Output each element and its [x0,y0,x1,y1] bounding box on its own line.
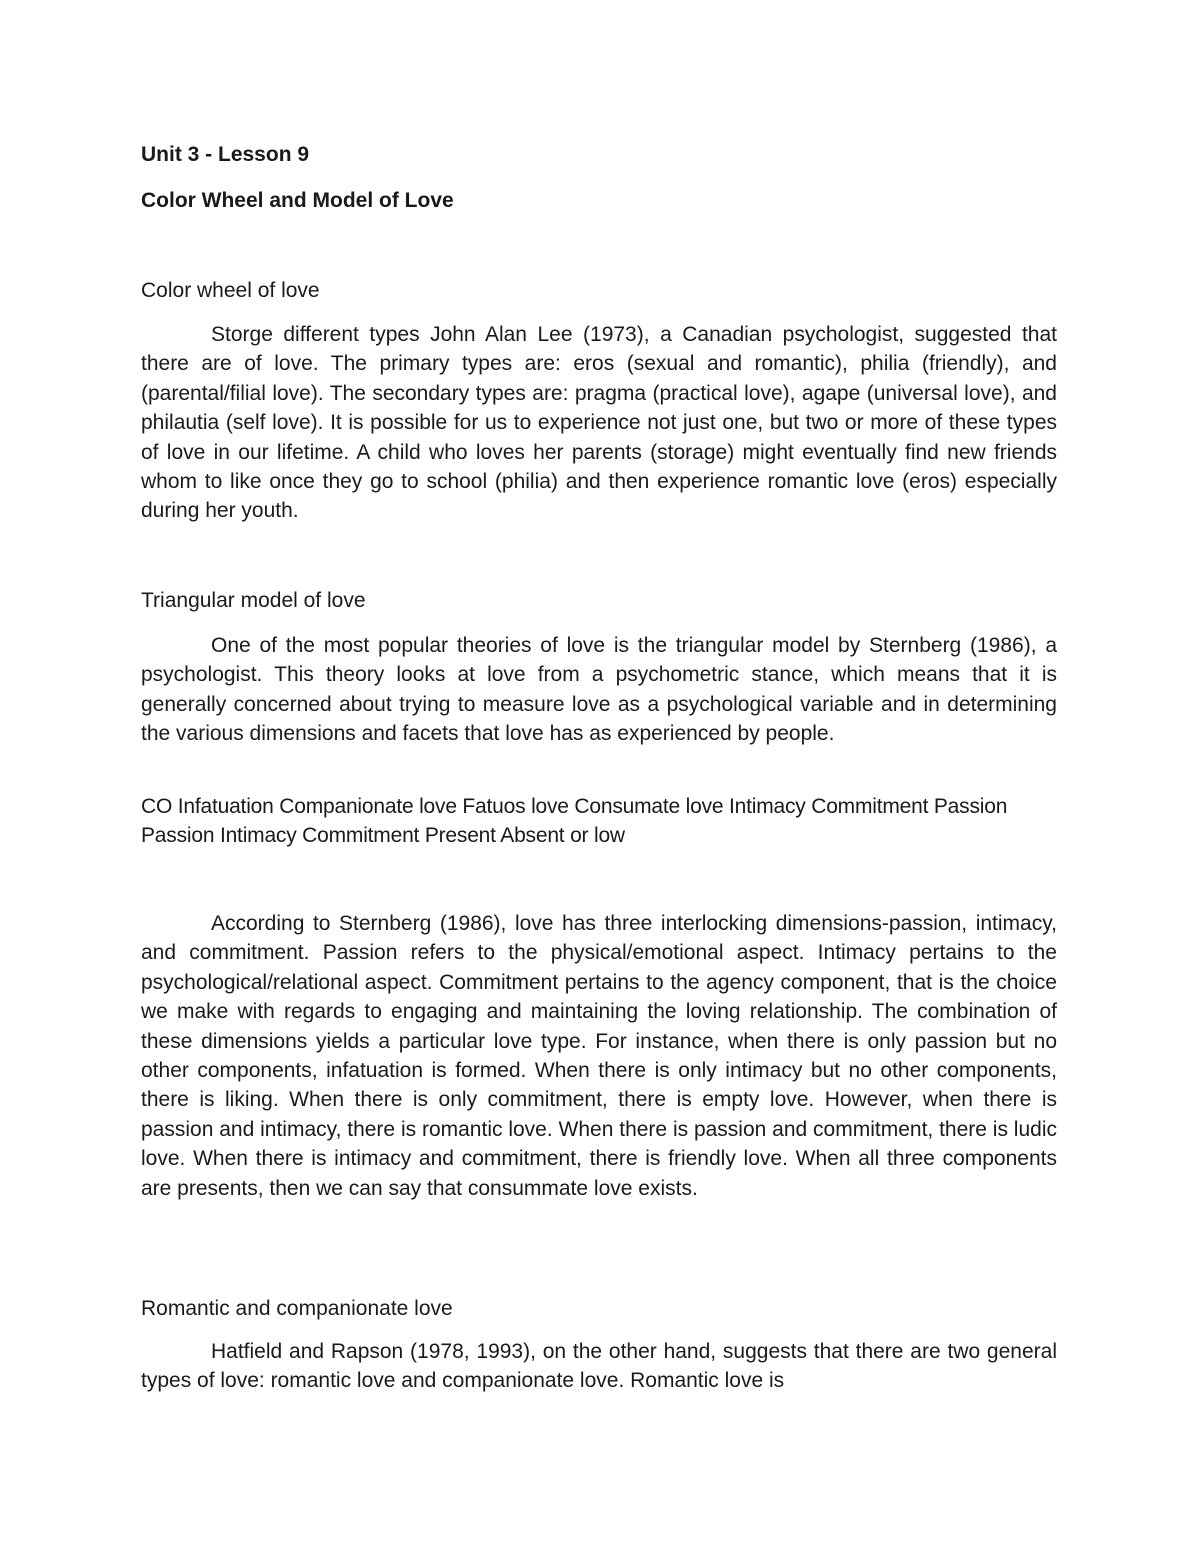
lesson-title: Color Wheel and Model of Love [141,189,454,212]
section-heading-color-wheel: Color wheel of love [141,279,320,302]
paragraph-color-wheel: Storge different types John Alan Lee (1973), a Canadian psychologist, suggested that there are of love. The primary types are: eros (sexual and romantic), philia (friendly), and (parental/filial love). The secondary types are: pragma (practical love), agape (universal love), and philautia (self love). It is possible for us to experience not just one, but two or more of these types of love in our lifetime. A child who loves her parents (storage) might eventually find new friends whom to like once they go to school (philia) and then experience romantic love (eros) especially during her youth. [141,323,1057,523]
paragraph-sternberg-dimensions: According to Sternberg (1986), love has three interlocking dimensions-passion, intimacy, and commitment. Passion refers to the physical/emotional aspect. Intimacy pertains to the psychological/relational aspect. Commitment pertains to the agency component, that is the choice we make with regards to engaging and maintaining the loving relationship. The combination of these dimensions yields a particular love type. For instance, when there is only passion but no other components, infatuation is formed. When there is only intimacy but no other components, there is liking. When there is only commitment, there is empty love. However, when there is passion and intimacy, there is romantic love. When there is passion and commitment, there is ludic love. When there is intimacy and commitment, there is friendly love. When all three components are presents, then we can say that consummate love exists. [141,912,1057,1200]
figure-text-triangular-model: CO Infatuation Companionate love Fatuos love Consumate love Intimacy Commitment Passion Passion Intimacy Commitment Present Absent or low [141,795,1008,848]
document-page [141,140,1057,1393]
paragraph-romantic-companionate: Hatfield and Rapson (1978, 1993), on the other hand, suggests that there are two general types of love: romantic love and companionate love. Romantic love is [141,1340,1057,1393]
section-heading-romantic-companionate: Romantic and companionate love [141,1297,453,1320]
paragraph-triangular-model: One of the most popular theories of love is the triangular model by Sternberg (1986), a psychologist. This theory looks at love from a psychometric stance, which means that it is generally concerned about trying to measure love as a psychological variable and in determining the various dimensions and facets that love has as experienced by people. [141,634,1057,746]
unit-title: Unit 3 - Lesson 9 [141,143,310,166]
section-heading-triangular-model: Triangular model of love [141,589,366,612]
